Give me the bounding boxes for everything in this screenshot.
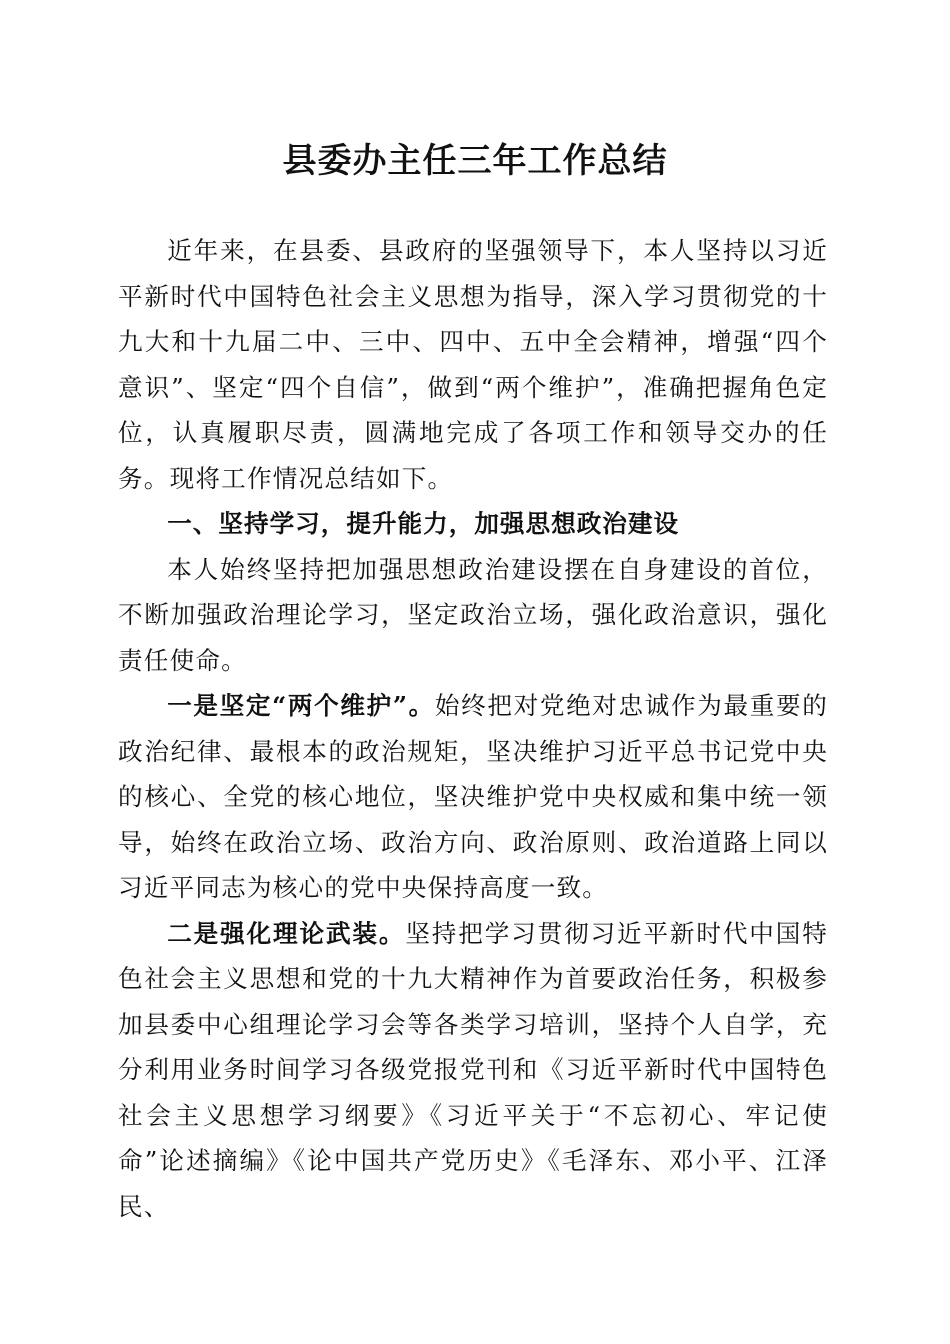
point-two-lead: 二是强化理论武装。 xyxy=(167,918,406,948)
point-two-text: 坚持把学习贯彻习近平新时代中国特色社会主义思想和党的十九大精神作为首要政治任务，积极参加县委中心组理论学习会等各类学习培训，坚持个人自学，充分利用业务时间学习各级党报党刊和《习近平新时代中国特色社会主义思想学习纲要》《习近平关于“不忘初心、牢记使命”论述摘编》《论中国共产党历史》《毛泽东、邓小平、江泽民、 xyxy=(118,918,829,1221)
intro-paragraph: 近年来，在县委、县政府的坚强领导下，本人坚持以习近平新时代中国特色社会主义思想为指导，深入学习贯彻党的十九大和十九届二中、三中、四中、五中全会精神，增强“四个意识”、坚定“四个自信”，做到“两个维护”，准确把握角色定位，认真履职尽责，圆满地完成了各项工作和领导交办的任务。现将工作情况总结如下。 xyxy=(118,236,828,493)
document-body xyxy=(118,228,828,1229)
point-one-lead: 一是坚定“两个维护”。 xyxy=(167,691,435,720)
point-two-paragraph xyxy=(118,911,828,1230)
point-one-text: 始终把对党绝对忠诚作为最重要的政治纪律、最根本的政治规矩，坚决维护习近平总书记党中央的核心、全党的核心地位，坚决维护党中央权威和集中统一领导，始终在政治立场、政治方向、政治原则、政治道路上同以习近平同志为核心的党中央保持高度一致。 xyxy=(118,691,828,902)
section-intro-paragraph: 本人始终坚持把加强思想政治建设摆在自身建设的首位，不断加强政治理论学习，坚定政治立场，强化政治意识，强化责任使命。 xyxy=(118,554,828,675)
document-title: 县委办主任三年工作总结 xyxy=(282,141,668,181)
point-one-paragraph xyxy=(118,683,828,911)
section-heading: 一、坚持学习，提升能力，加强思想政治建设 xyxy=(167,509,680,538)
